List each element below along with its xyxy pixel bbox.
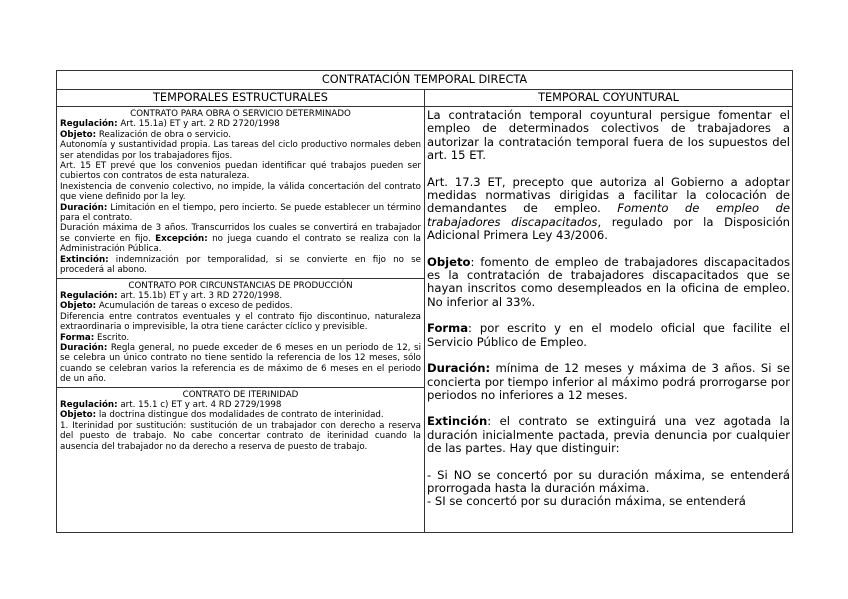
list-item: - SI se concertó por su duración máxima, se entenderá xyxy=(427,494,746,509)
regulacion-line: Regulación: Art. 15.1a) ET y art. 2 RD 2720/1998 xyxy=(60,119,280,130)
duracion-line: Duración: Limitación en el tiempo, pero incierto. Se puede establecer un término para el contrato. xyxy=(60,202,421,224)
paragraph: 1. Iterinidad por sustitución: sustitución de un trabajador con derecho a reserva del puesto de trabajo. No cabe concertar contrato de iterinidad cuando la ausencia del trabajador no da derecho a reserva de puesto de trabajo. xyxy=(60,420,421,452)
estructurales-cell xyxy=(57,107,425,533)
coyuntural-cell xyxy=(425,107,793,533)
section-circunstancias-produccion xyxy=(57,279,424,388)
right-column-header: TEMPORAL COYUNTURAL xyxy=(425,90,793,107)
list-item: - Si NO se concertó por su duración máxima, se entenderá prorrogada hasta la duración máxima. xyxy=(427,467,791,495)
paragraph: La contratación temporal coyuntural persigue fomentar el empleo de determinados colectivos de trabajadores a autorizar la contratación temporal fuera de los supuestos del art. 15 ET. xyxy=(427,109,791,163)
duracion-line: Duración: mínima de 12 meses y máxima de 3 años. Si se concierta por tiempo inferior al máximo podrá prorrogarse por periodos no inferiores a 12 meses. xyxy=(427,361,791,402)
paragraph: Art. 17.3 ET, precepto que autoriza al Gobierno a adoptar medidas normativas dirigidas a facilitar la colocación de demandantes de empleo. Fomento de empleo de trabajadores discapacitados, regulado por la Disposición Adicional Primera Ley 43/2006. xyxy=(427,174,791,243)
duracion-line: Duración: Regla general, no puede exceder de 6 meses en un periodo de 12, si se celebra un único contrato no tiene sentido la referencia de los 12 meses, sólo cuando se celebran varios la referencia es de máximo de 6 meses en el periodo de un año. xyxy=(60,342,421,385)
forma-line: Forma: Escrito. xyxy=(60,332,130,343)
paragraph: Art. 15 ET prevé que los convenios puedan identificar qué trabajos pueden ser cubiertos con contratos de esta naturaleza. xyxy=(60,161,421,182)
extincion-line: Extinción: el contrato se extinguirá una vez agotada la duración inicialmente pactada, previa denuncia por cualquier de las partes. Hay que distinguir: xyxy=(427,414,791,456)
objeto-line: Objeto: la doctrina distingue dos modalidades de contrato de interinidad. xyxy=(60,410,384,421)
objeto-line: Objeto: Acumulación de tareas o exceso de pedidos. xyxy=(60,301,293,312)
paragraph: Inexistencia de convenio colectivo, no impide, la válida concertación del contrato que viene definido por la ley. xyxy=(60,181,421,203)
coyuntural-text xyxy=(427,109,790,532)
paragraph: Diferencia entre contratos eventuales y el contrato fijo discontinuo, naturaleza extraordinaria o imprevisible, la otra tiene carácter cíclico y previsible. xyxy=(60,311,421,333)
forma-line: Forma: por escrito y en el modelo oficial que facilite el Servicio Público de Empleo. xyxy=(427,321,791,349)
section-interinidad xyxy=(57,388,424,454)
table-title: CONTRATACIÓN TEMPORAL DIRECTA xyxy=(57,71,793,90)
left-column-header: TEMPORALES ESTRUCTURALES xyxy=(57,90,425,107)
section-title: CONTRATO PARA OBRA O SERVICIO DETERMINADO xyxy=(130,109,351,119)
regulacion-line: Regulación: art. 15.1b) ET y art. 3 RD 2720/1998. xyxy=(60,290,283,301)
objeto-line: Objeto: fomento de empleo de trabajadores discapacitados es la contratación de trabajadores discapacitados que se hayan inscritos como desempleados en la oficina de empleo. No inferior al 33%. xyxy=(427,254,791,309)
contratacion-table xyxy=(56,70,793,533)
section-obra-servicio xyxy=(57,107,424,279)
objeto-line: Objeto: Realización de obra o servicio. xyxy=(60,129,231,140)
section-title: CONTRATO POR CIRCUNSTANCIAS DE PRODUCCIÓN xyxy=(128,280,353,291)
section-title: CONTRATO DE ITERINIDAD xyxy=(182,389,299,400)
paragraph: Duración máxima de 3 años. Transcurridos los cuales se convertirá en trabajador se convierte en fijo. Excepción: no juega cuando el contrato se realiza con la Administración Pública. xyxy=(60,223,421,255)
paragraph: Autonomía y sustantividad propia. Las tareas del ciclo productivo normales deben ser atendidas por los trabajadores fijos. xyxy=(60,140,421,161)
extincion-line: Extinción: indemnización por temporalidad, si se convierte en fijo no se procederá al abono. xyxy=(60,254,421,276)
regulacion-line: Regulación: art. 15.1 c) ET y art. 4 RD 2729/1998 xyxy=(60,399,282,410)
